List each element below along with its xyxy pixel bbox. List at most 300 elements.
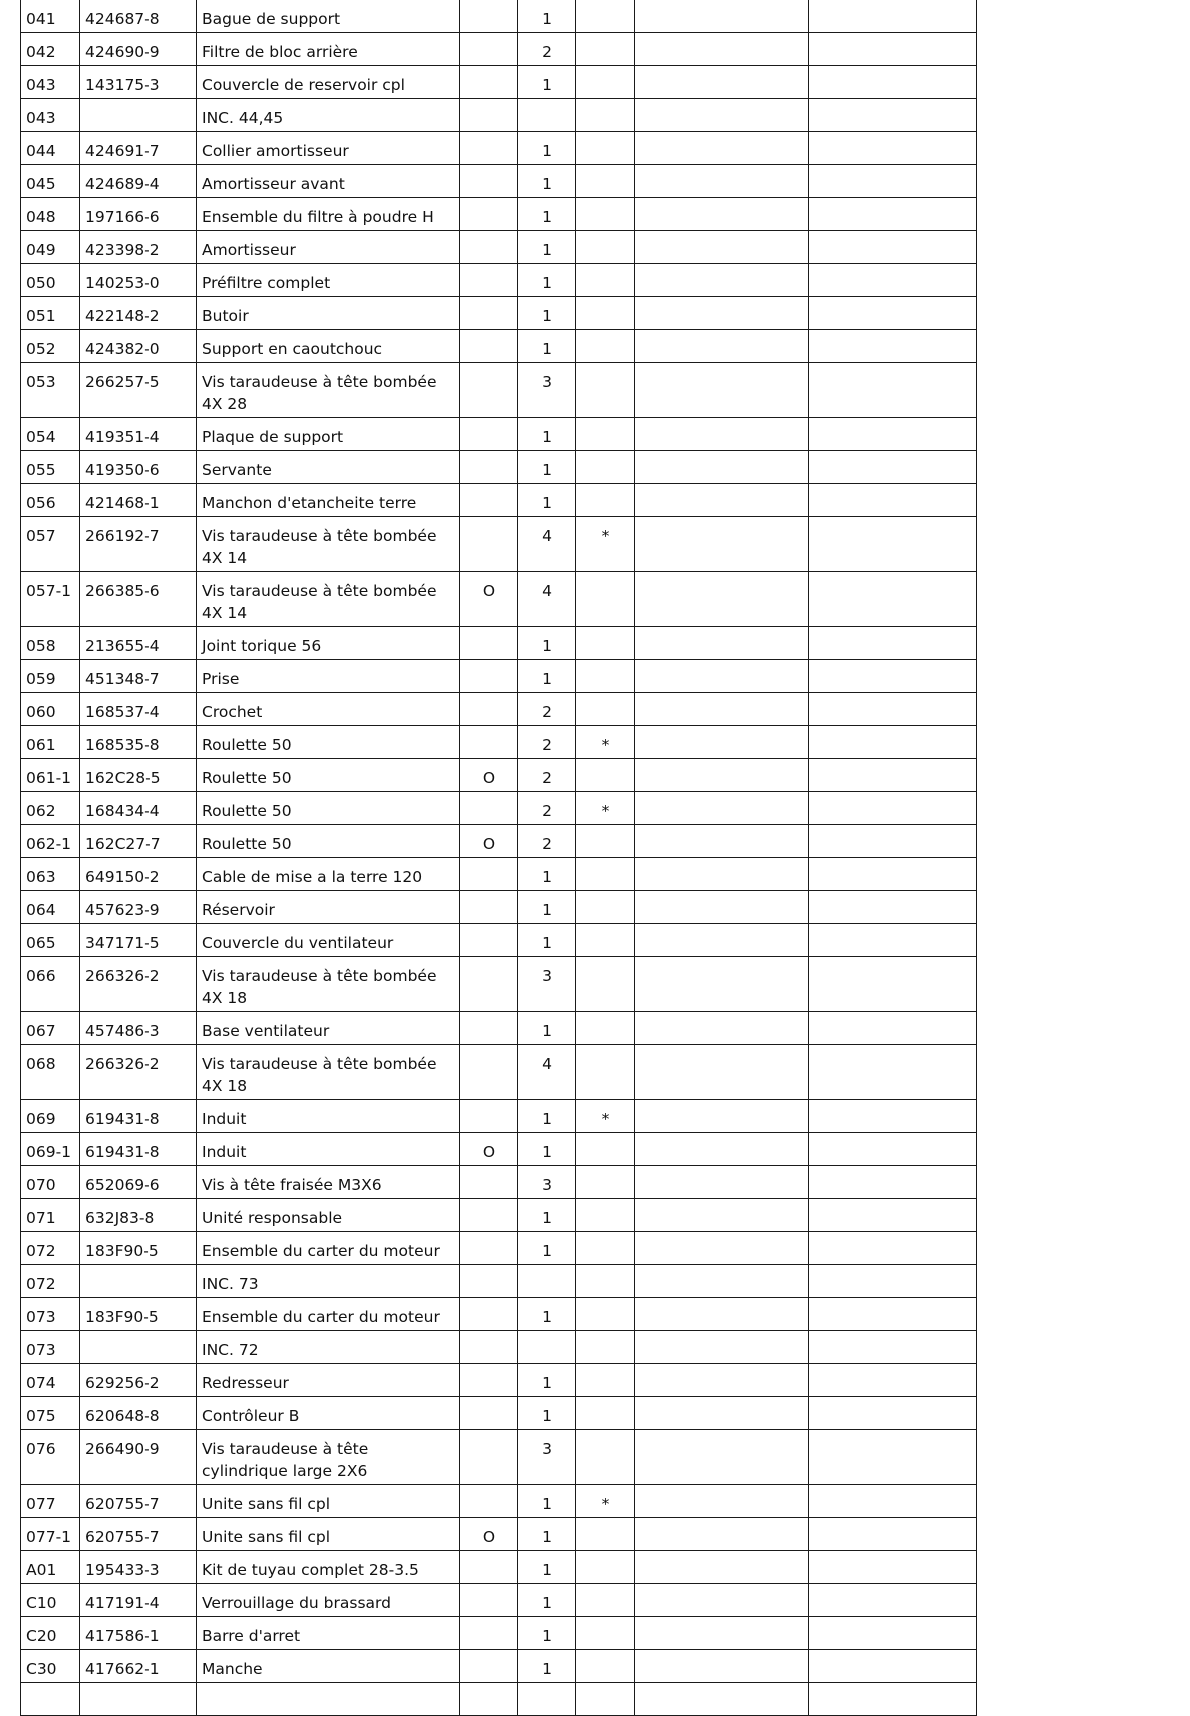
asterisk-marker-cell: [576, 1199, 635, 1232]
option-marker-cell: [460, 132, 518, 165]
asterisk-marker-cell: [576, 33, 635, 66]
item-number-cell: 073: [21, 1331, 80, 1364]
asterisk-marker-cell: [576, 363, 635, 418]
quantity-cell: 1: [518, 858, 576, 891]
quantity-cell: 1: [518, 165, 576, 198]
quantity-cell: 1: [518, 484, 576, 517]
option-marker-cell: O: [460, 759, 518, 792]
empty-cell: [809, 1397, 977, 1430]
quantity-cell: 1: [518, 1518, 576, 1551]
empty-cell: [635, 1584, 809, 1617]
empty-cell: [809, 198, 977, 231]
description-cell: Amortisseur avant: [197, 165, 460, 198]
part-reference-cell: 629256-2: [80, 1364, 197, 1397]
table-row: [21, 451, 977, 484]
quantity-cell: 3: [518, 363, 576, 418]
empty-cell: [635, 1485, 809, 1518]
table-row: [21, 66, 977, 99]
description-cell: Vis à tête fraisée M3X6: [197, 1166, 460, 1199]
empty-cell: [635, 132, 809, 165]
description-cell: Manchon d'etancheite terre: [197, 484, 460, 517]
description-cell: Roulette 50: [197, 792, 460, 825]
part-reference-cell: 424691-7: [80, 132, 197, 165]
item-number-cell: 059: [21, 660, 80, 693]
part-reference-cell: 424689-4: [80, 165, 197, 198]
asterisk-marker-cell: [576, 693, 635, 726]
empty-cell: [635, 165, 809, 198]
option-marker-cell: [460, 1298, 518, 1331]
quantity-cell: 1: [518, 1551, 576, 1584]
item-number-cell: 057: [21, 517, 80, 572]
item-number-cell: 076: [21, 1430, 80, 1485]
empty-cell: [635, 759, 809, 792]
item-number-cell: 077: [21, 1485, 80, 1518]
empty-cell: [635, 484, 809, 517]
table-row: [21, 1584, 977, 1617]
part-reference-cell: 266192-7: [80, 517, 197, 572]
quantity-cell: 1: [518, 1650, 576, 1683]
table-row: [21, 858, 977, 891]
description-cell: Induit: [197, 1100, 460, 1133]
part-reference-cell: 266490-9: [80, 1430, 197, 1485]
description-cell: Préfiltre complet: [197, 264, 460, 297]
description-cell: Collier amortisseur: [197, 132, 460, 165]
table-row: [21, 693, 977, 726]
option-marker-cell: [460, 451, 518, 484]
description-cell: Redresseur: [197, 1364, 460, 1397]
asterisk-marker-cell: [576, 1584, 635, 1617]
quantity-cell: 1: [518, 1232, 576, 1265]
table-row: [21, 957, 977, 1012]
description-cell: Joint torique 56: [197, 627, 460, 660]
quantity-cell: 1: [518, 264, 576, 297]
empty-cell: [809, 1551, 977, 1584]
table-row: [21, 1199, 977, 1232]
description-cell: Verrouillage du brassard: [197, 1584, 460, 1617]
description-cell: Support en caoutchouc: [197, 330, 460, 363]
quantity-cell: 1: [518, 231, 576, 264]
empty-cell: [635, 1364, 809, 1397]
quantity-cell: 1: [518, 1199, 576, 1232]
quantity-cell: 3: [518, 957, 576, 1012]
asterisk-marker-cell: *: [576, 1100, 635, 1133]
part-reference-cell: 417662-1: [80, 1650, 197, 1683]
empty-cell: [809, 858, 977, 891]
quantity-cell: 1: [518, 297, 576, 330]
table-row: [21, 1265, 977, 1298]
item-number-cell: 045: [21, 165, 80, 198]
part-reference-cell: 649150-2: [80, 858, 197, 891]
description-cell: Couvercle du ventilateur: [197, 924, 460, 957]
table-row: [21, 418, 977, 451]
empty-cell: [809, 1045, 977, 1100]
asterisk-marker-cell: [576, 231, 635, 264]
quantity-cell: 1: [518, 1485, 576, 1518]
item-number-cell: 072: [21, 1232, 80, 1265]
empty-cell: [635, 572, 809, 627]
item-number-cell: C20: [21, 1617, 80, 1650]
quantity-cell: [518, 1331, 576, 1364]
item-number-cell: 070: [21, 1166, 80, 1199]
option-marker-cell: [460, 1199, 518, 1232]
description-cell: Réservoir: [197, 891, 460, 924]
description-cell: Plaque de support: [197, 418, 460, 451]
empty-cell: [809, 1166, 977, 1199]
empty-cell: [635, 66, 809, 99]
empty-cell: [635, 1199, 809, 1232]
quantity-cell: 1: [518, 418, 576, 451]
empty-cell: [635, 1166, 809, 1199]
asterisk-marker-cell: [576, 1166, 635, 1199]
table-row: [21, 1166, 977, 1199]
empty-cell: [809, 1584, 977, 1617]
asterisk-marker-cell: [576, 1133, 635, 1166]
description-cell: Bague de support: [197, 0, 460, 33]
quantity-cell: 2: [518, 759, 576, 792]
empty-cell: [809, 1518, 977, 1551]
table-row: [21, 1518, 977, 1551]
table-row: [21, 1100, 977, 1133]
item-number-cell: 069: [21, 1100, 80, 1133]
asterisk-marker-cell: [576, 627, 635, 660]
empty-cell: [809, 517, 977, 572]
description-cell: Butoir: [197, 297, 460, 330]
part-reference-cell: 422148-2: [80, 297, 197, 330]
table-row: [21, 1298, 977, 1331]
table-row: [21, 165, 977, 198]
item-number-cell: 043: [21, 99, 80, 132]
empty-cell: [809, 759, 977, 792]
quantity-cell: 3: [518, 1166, 576, 1199]
empty-cell: [635, 33, 809, 66]
table-row: [21, 1331, 977, 1364]
option-marker-cell: [460, 924, 518, 957]
asterisk-marker-cell: [576, 451, 635, 484]
description-cell: Ensemble du carter du moteur: [197, 1232, 460, 1265]
part-reference-cell: 162C27-7: [80, 825, 197, 858]
item-number-cell: C30: [21, 1650, 80, 1683]
description-cell: Ensemble du carter du moteur: [197, 1298, 460, 1331]
part-reference-cell: 266326-2: [80, 1045, 197, 1100]
part-reference-cell: 620755-7: [80, 1485, 197, 1518]
empty-cell: [809, 1265, 977, 1298]
description-cell: Roulette 50: [197, 825, 460, 858]
empty-cell: [809, 1012, 977, 1045]
empty-cell: [635, 627, 809, 660]
option-marker-cell: [460, 1166, 518, 1199]
empty-cell: [809, 484, 977, 517]
asterisk-marker-cell: [576, 264, 635, 297]
empty-cell: [635, 1617, 809, 1650]
part-reference-cell: 619431-8: [80, 1133, 197, 1166]
quantity-cell: 1: [518, 1298, 576, 1331]
asterisk-marker-cell: [576, 660, 635, 693]
asterisk-marker-cell: [576, 0, 635, 33]
empty-cell: [809, 165, 977, 198]
empty-cell: [635, 0, 809, 33]
item-number-cell: 055: [21, 451, 80, 484]
option-marker-cell: [460, 891, 518, 924]
empty-cell: [635, 1265, 809, 1298]
option-marker-cell: [460, 198, 518, 231]
table-row: [21, 99, 977, 132]
asterisk-marker-cell: [576, 1364, 635, 1397]
part-reference-cell: 419351-4: [80, 418, 197, 451]
quantity-cell: 1: [518, 1133, 576, 1166]
part-reference-cell: 424690-9: [80, 33, 197, 66]
option-marker-cell: [460, 957, 518, 1012]
description-cell: Crochet: [197, 693, 460, 726]
description-cell: Induit: [197, 1133, 460, 1166]
empty-cell: [809, 627, 977, 660]
option-marker-cell: [460, 1650, 518, 1683]
description-cell: Vis taraudeuse à tête cylindrique large 2X6: [197, 1430, 460, 1485]
asterisk-marker-cell: [576, 891, 635, 924]
quantity-cell: 1: [518, 627, 576, 660]
option-marker-cell: [460, 66, 518, 99]
empty-cell: [809, 924, 977, 957]
option-marker-cell: [460, 33, 518, 66]
table-row: [21, 264, 977, 297]
empty-cell: [809, 1485, 977, 1518]
asterisk-marker-cell: [576, 1397, 635, 1430]
asterisk-marker-cell: *: [576, 1485, 635, 1518]
empty-cell: [809, 132, 977, 165]
option-marker-cell: [460, 330, 518, 363]
quantity-cell: 4: [518, 517, 576, 572]
option-marker-cell: [460, 363, 518, 418]
empty-cell: [809, 726, 977, 759]
option-marker-cell: [460, 517, 518, 572]
table-row: [21, 198, 977, 231]
item-number-cell: 061-1: [21, 759, 80, 792]
item-number-cell: 057-1: [21, 572, 80, 627]
part-reference-cell: 347171-5: [80, 924, 197, 957]
table-row: [21, 1133, 977, 1166]
option-marker-cell: [460, 418, 518, 451]
asterisk-marker-cell: [576, 759, 635, 792]
item-number-cell: 044: [21, 132, 80, 165]
item-number-cell: 041: [21, 0, 80, 33]
option-marker-cell: [460, 1232, 518, 1265]
asterisk-marker-cell: [576, 1430, 635, 1485]
part-reference-cell: 266257-5: [80, 363, 197, 418]
item-number-cell: 061: [21, 726, 80, 759]
description-cell: Ensemble du filtre à poudre H: [197, 198, 460, 231]
asterisk-marker-cell: [576, 957, 635, 1012]
option-marker-cell: O: [460, 1133, 518, 1166]
empty-cell: [635, 264, 809, 297]
item-number-cell: [21, 1683, 80, 1716]
empty-cell: [635, 1133, 809, 1166]
item-number-cell: 048: [21, 198, 80, 231]
asterisk-marker-cell: [576, 66, 635, 99]
empty-cell: [635, 726, 809, 759]
table-row: [21, 1364, 977, 1397]
item-number-cell: 066: [21, 957, 80, 1012]
empty-cell: [809, 451, 977, 484]
empty-cell: [809, 231, 977, 264]
empty-cell: [635, 858, 809, 891]
empty-cell: [809, 825, 977, 858]
quantity-cell: [518, 1683, 576, 1716]
part-reference-cell: 140253-0: [80, 264, 197, 297]
asterisk-marker-cell: [576, 484, 635, 517]
part-reference-cell: 168535-8: [80, 726, 197, 759]
description-cell: Vis taraudeuse à tête bombée 4X 14: [197, 517, 460, 572]
part-reference-cell: 197166-6: [80, 198, 197, 231]
option-marker-cell: O: [460, 1518, 518, 1551]
option-marker-cell: [460, 1485, 518, 1518]
quantity-cell: [518, 99, 576, 132]
asterisk-marker-cell: [576, 418, 635, 451]
item-number-cell: A01: [21, 1551, 80, 1584]
part-reference-cell: 620755-7: [80, 1518, 197, 1551]
option-marker-cell: [460, 165, 518, 198]
description-cell: Unite sans fil cpl: [197, 1518, 460, 1551]
empty-cell: [635, 297, 809, 330]
empty-cell: [809, 1683, 977, 1716]
table-row: [21, 1551, 977, 1584]
part-reference-cell: [80, 1331, 197, 1364]
asterisk-marker-cell: [576, 825, 635, 858]
empty-cell: [635, 418, 809, 451]
part-reference-cell: 417586-1: [80, 1617, 197, 1650]
item-number-cell: 062: [21, 792, 80, 825]
part-reference-cell: 457486-3: [80, 1012, 197, 1045]
option-marker-cell: [460, 660, 518, 693]
empty-cell: [635, 1551, 809, 1584]
quantity-cell: 2: [518, 825, 576, 858]
quantity-cell: 4: [518, 572, 576, 627]
description-cell: Servante: [197, 451, 460, 484]
item-number-cell: 060: [21, 693, 80, 726]
description-cell: Filtre de bloc arrière: [197, 33, 460, 66]
quantity-cell: 2: [518, 792, 576, 825]
option-marker-cell: [460, 693, 518, 726]
description-cell: Contrôleur B: [197, 1397, 460, 1430]
option-marker-cell: [460, 1331, 518, 1364]
part-reference-cell: 620648-8: [80, 1397, 197, 1430]
item-number-cell: 063: [21, 858, 80, 891]
table-row: [21, 1650, 977, 1683]
empty-cell: [635, 99, 809, 132]
part-reference-cell: 419350-6: [80, 451, 197, 484]
option-marker-cell: O: [460, 572, 518, 627]
empty-cell: [635, 451, 809, 484]
item-number-cell: 058: [21, 627, 80, 660]
parts-list-table: [20, 0, 977, 1716]
asterisk-marker-cell: [576, 132, 635, 165]
empty-cell: [635, 1518, 809, 1551]
item-number-cell: 071: [21, 1199, 80, 1232]
description-cell: Vis taraudeuse à tête bombée 4X 14: [197, 572, 460, 627]
part-reference-cell: 213655-4: [80, 627, 197, 660]
table-row: [21, 297, 977, 330]
asterisk-marker-cell: [576, 330, 635, 363]
option-marker-cell: [460, 484, 518, 517]
asterisk-marker-cell: [576, 297, 635, 330]
item-number-cell: 065: [21, 924, 80, 957]
description-cell: Prise: [197, 660, 460, 693]
description-cell: Unite sans fil cpl: [197, 1485, 460, 1518]
part-reference-cell: 168537-4: [80, 693, 197, 726]
quantity-cell: 1: [518, 132, 576, 165]
part-reference-cell: 451348-7: [80, 660, 197, 693]
item-number-cell: 062-1: [21, 825, 80, 858]
table-row: [21, 1232, 977, 1265]
part-reference-cell: 183F90-5: [80, 1232, 197, 1265]
asterisk-marker-cell: [576, 165, 635, 198]
quantity-cell: 2: [518, 726, 576, 759]
empty-cell: [635, 198, 809, 231]
part-reference-cell: [80, 99, 197, 132]
part-reference-cell: 417191-4: [80, 1584, 197, 1617]
quantity-cell: 1: [518, 198, 576, 231]
quantity-cell: 1: [518, 66, 576, 99]
empty-cell: [809, 1133, 977, 1166]
empty-cell: [809, 1100, 977, 1133]
part-reference-cell: 632J83-8: [80, 1199, 197, 1232]
empty-cell: [635, 891, 809, 924]
item-number-cell: 072: [21, 1265, 80, 1298]
quantity-cell: 1: [518, 924, 576, 957]
quantity-cell: 1: [518, 1584, 576, 1617]
empty-cell: [809, 418, 977, 451]
description-cell: Vis taraudeuse à tête bombée 4X 18: [197, 1045, 460, 1100]
item-number-cell: 074: [21, 1364, 80, 1397]
empty-cell: [809, 363, 977, 418]
empty-cell: [809, 330, 977, 363]
item-number-cell: 054: [21, 418, 80, 451]
asterisk-marker-cell: [576, 858, 635, 891]
description-cell: Roulette 50: [197, 759, 460, 792]
quantity-cell: 1: [518, 330, 576, 363]
table-row: [21, 1485, 977, 1518]
description-cell: INC. 44,45: [197, 99, 460, 132]
table-row: [21, 924, 977, 957]
description-cell: Unité responsable: [197, 1199, 460, 1232]
quantity-cell: 3: [518, 1430, 576, 1485]
empty-cell: [809, 297, 977, 330]
option-marker-cell: O: [460, 825, 518, 858]
asterisk-marker-cell: [576, 1551, 635, 1584]
option-marker-cell: [460, 1551, 518, 1584]
asterisk-marker-cell: [576, 1012, 635, 1045]
table-row: [21, 1683, 977, 1716]
asterisk-marker-cell: [576, 1045, 635, 1100]
item-number-cell: 042: [21, 33, 80, 66]
description-cell: Vis taraudeuse à tête bombée 4X 18: [197, 957, 460, 1012]
empty-cell: [635, 693, 809, 726]
table-row: [21, 726, 977, 759]
option-marker-cell: [460, 1045, 518, 1100]
item-number-cell: 073: [21, 1298, 80, 1331]
empty-cell: [809, 1232, 977, 1265]
option-marker-cell: [460, 264, 518, 297]
quantity-cell: 1: [518, 891, 576, 924]
part-reference-cell: 423398-2: [80, 231, 197, 264]
option-marker-cell: [460, 99, 518, 132]
item-number-cell: 067: [21, 1012, 80, 1045]
item-number-cell: 075: [21, 1397, 80, 1430]
item-number-cell: 043: [21, 66, 80, 99]
quantity-cell: 2: [518, 693, 576, 726]
asterisk-marker-cell: [576, 572, 635, 627]
asterisk-marker-cell: [576, 198, 635, 231]
table-row: [21, 363, 977, 418]
option-marker-cell: [460, 792, 518, 825]
